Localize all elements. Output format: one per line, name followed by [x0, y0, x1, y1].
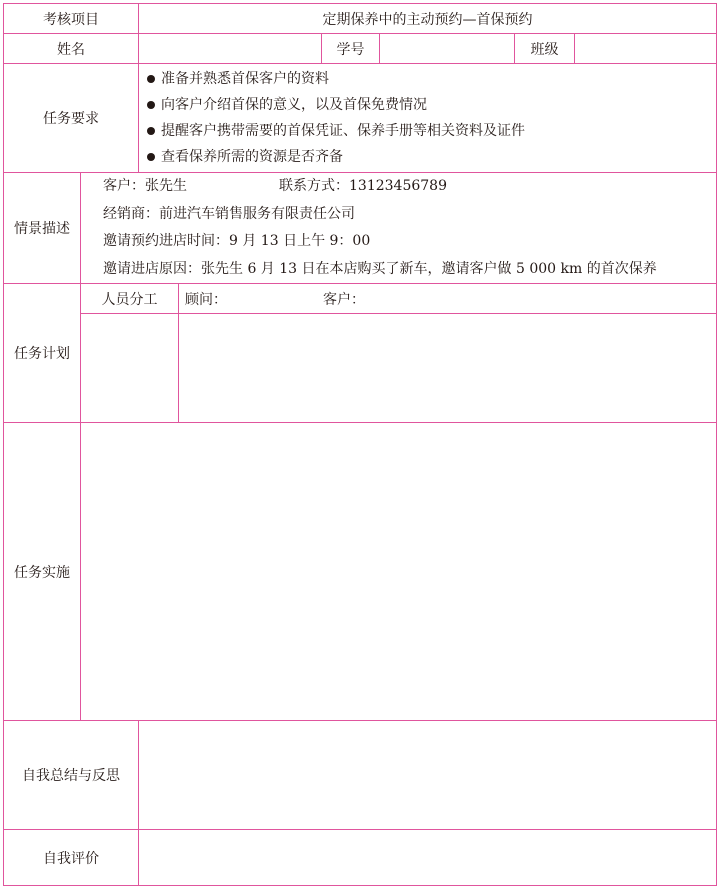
name-label: 姓名	[57, 41, 85, 58]
division-label: 人员分工	[101, 291, 158, 308]
name-label-cell	[4, 34, 139, 64]
scenario-line-time: 邀请预约进店时间：9 月 13 日上午 9：00	[103, 233, 371, 249]
assessment-form	[3, 3, 716, 886]
plan-right-field[interactable]	[179, 314, 717, 423]
list-item: 查看保养所需的资源是否齐备	[147, 144, 716, 170]
plan-left-field[interactable]	[81, 314, 179, 423]
name-field[interactable]	[139, 34, 322, 64]
requirements-label: 任务要求	[43, 111, 99, 127]
scenario-label: 情景描述	[14, 221, 70, 237]
scenario-label-cell	[4, 173, 81, 284]
requirements-list	[139, 66, 716, 170]
plan-label: 任务计划	[14, 346, 70, 362]
list-item: 向客户介绍首保的意义，以及首保免费情况	[147, 92, 716, 118]
self-eval-label-cell	[4, 830, 139, 886]
plan-label-cell	[4, 284, 81, 423]
class-label-cell	[515, 34, 575, 64]
scenario-line-dealer: 经销商：前进汽车销售服务有限责任公司	[103, 205, 355, 222]
reflection-label-cell	[4, 721, 139, 830]
division-label-cell	[81, 284, 179, 314]
student-id-field[interactable]	[380, 34, 515, 64]
project-label: 考核项目	[43, 11, 99, 28]
student-id-label-cell	[322, 34, 380, 64]
bullet-icon	[147, 101, 155, 109]
customer-role-label: 客户：	[323, 291, 365, 308]
implementation-label-cell	[4, 423, 81, 721]
self-eval-field[interactable]	[139, 830, 717, 886]
bullet-icon	[147, 75, 155, 83]
assessment-table	[3, 3, 717, 886]
contact-text: 联系方式：13123456789	[279, 178, 447, 194]
project-label-cell	[4, 4, 139, 34]
class-label: 班级	[530, 41, 559, 58]
requirements-label-cell	[4, 64, 139, 173]
bullet-icon	[147, 153, 155, 161]
class-field[interactable]	[575, 34, 717, 64]
project-title: 定期保养中的主动预约—首保预约	[322, 11, 533, 28]
reflection-field[interactable]	[139, 721, 717, 830]
scenario-line-customer	[103, 173, 716, 201]
student-id-label: 学号	[336, 41, 365, 58]
reflection-label: 自我总结与反思	[22, 768, 120, 784]
list-item: 提醒客户携带需要的首保凭证、保养手册等相关资料及证件	[147, 118, 716, 144]
division-roles-cell	[179, 284, 717, 314]
implementation-field[interactable]	[81, 423, 717, 721]
bullet-icon	[147, 127, 155, 135]
implementation-label: 任务实施	[14, 564, 70, 581]
requirements-content	[139, 64, 717, 173]
list-item: 准备并熟悉首保客户的资料	[147, 66, 716, 92]
project-value-cell	[139, 4, 717, 34]
scenario-line-reason: 邀请进店原因：张先生 6 月 13 日在本店购买了新车，邀请客户做 5 000 km 的首次保养	[103, 260, 657, 277]
advisor-label: 顾问：	[185, 291, 227, 308]
customer-text: 客户：张先生	[103, 178, 187, 194]
scenario-content	[81, 173, 717, 284]
self-eval-label: 自我评价	[43, 850, 99, 867]
